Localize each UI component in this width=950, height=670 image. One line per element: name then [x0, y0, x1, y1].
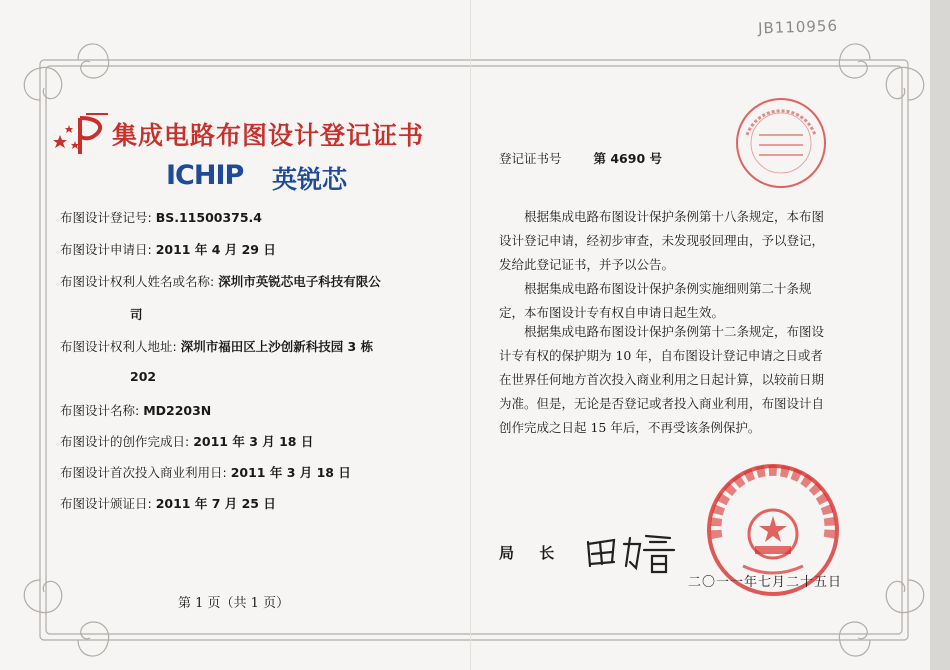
page-footer: 第 1 页（共 1 页） — [178, 596, 290, 611]
legal-paragraph-3 — [499, 320, 869, 440]
cert-no-value: 第 4690 号 — [593, 151, 662, 166]
field-label: 布图设计颁证日: — [60, 496, 152, 511]
paragraph-line: 创作完成之日起 15 年后，不再受该条例保护。 — [499, 420, 761, 435]
field-value: 2011 年 3 月 18 日 — [230, 465, 351, 480]
field-value: 深圳市英锐芯电子科技有限公 — [218, 274, 381, 289]
certificate-title: 集成电路布图设计登记证书 — [112, 121, 425, 150]
field-value: 2011 年 4 月 29 日 — [155, 242, 276, 257]
handwritten-number: JB110956 — [757, 16, 839, 38]
field-value: 2011 年 7 月 25 日 — [155, 496, 276, 511]
paragraph-line: 发给此登记证书，并予以公告。 — [499, 257, 675, 272]
field-value: 2011 年 3 月 18 日 — [193, 434, 314, 449]
field-label: 布图设计权利人地址: — [60, 339, 177, 354]
field-value: BS.11500375.4 — [155, 210, 263, 225]
paragraph-line: 根据集成电路布图设计保护条例实施细则第二十条规 — [499, 281, 812, 296]
certificate-number — [499, 149, 662, 167]
paragraph-line: 根据集成电路布图设计保护条例第十二条规定，布图设 — [499, 324, 825, 339]
field-creation-date — [60, 432, 313, 450]
logo-brand-en: ICHIP — [166, 160, 244, 191]
paragraph-line: 设计登记申请，经初步审查，未发现驳回理由，予以登记， — [499, 233, 825, 248]
field-value-continued: 司 — [130, 307, 143, 322]
field-design-name — [60, 401, 211, 419]
issue-date: 二〇一一年七月二十五日 — [688, 575, 843, 590]
paragraph-line: 根据集成电路布图设计保护条例第十八条规定，本布图 — [499, 209, 825, 224]
field-apply-date — [60, 240, 276, 258]
field-label: 布图设计申请日: — [60, 242, 152, 257]
cert-no-label: 登记证书号 — [499, 151, 562, 166]
logo-brand-cn: 英锐芯 — [272, 165, 348, 194]
director-signature — [580, 528, 680, 578]
field-label: 布图设计名称: — [60, 403, 140, 418]
field-first-use-date — [60, 463, 351, 481]
field-value: MD2203N — [143, 403, 212, 418]
field-value: 深圳市福田区上沙创新科技园 3 栋 — [180, 339, 374, 354]
paragraph-line: 计专有权的保护期为 10 年，自布图设计登记申请之日或者 — [499, 348, 823, 363]
paragraph-line: 定，本布图设计专有权自申请日起生效。 — [499, 305, 725, 320]
center-fold — [470, 0, 471, 670]
field-value-continued: 202 — [130, 369, 157, 384]
field-label: 布图设计首次投入商业利用日: — [60, 465, 227, 480]
tax-seal-stamp — [733, 95, 829, 191]
legal-paragraph-1 — [499, 205, 869, 277]
field-label: 布图设计权利人姓名或名称: — [60, 274, 215, 289]
emblem-icon — [50, 110, 112, 158]
field-label: 布图设计登记号: — [60, 210, 152, 225]
field-owner — [60, 272, 381, 290]
paragraph-line: 在世界任何地方首次投入商业利用之日起计算，以较前日期 — [499, 372, 825, 387]
paragraph-line: 为准。但是，无论是否登记或者投入商业利用，布图设计自 — [499, 396, 825, 411]
field-reg-no — [60, 208, 262, 226]
certificate-title-block — [50, 110, 450, 158]
field-label: 布图设计的创作完成日: — [60, 434, 190, 449]
field-address — [60, 337, 373, 355]
field-issue-date — [60, 494, 276, 512]
director-title: 局 长 — [499, 544, 565, 562]
legal-paragraph-2 — [499, 277, 869, 325]
